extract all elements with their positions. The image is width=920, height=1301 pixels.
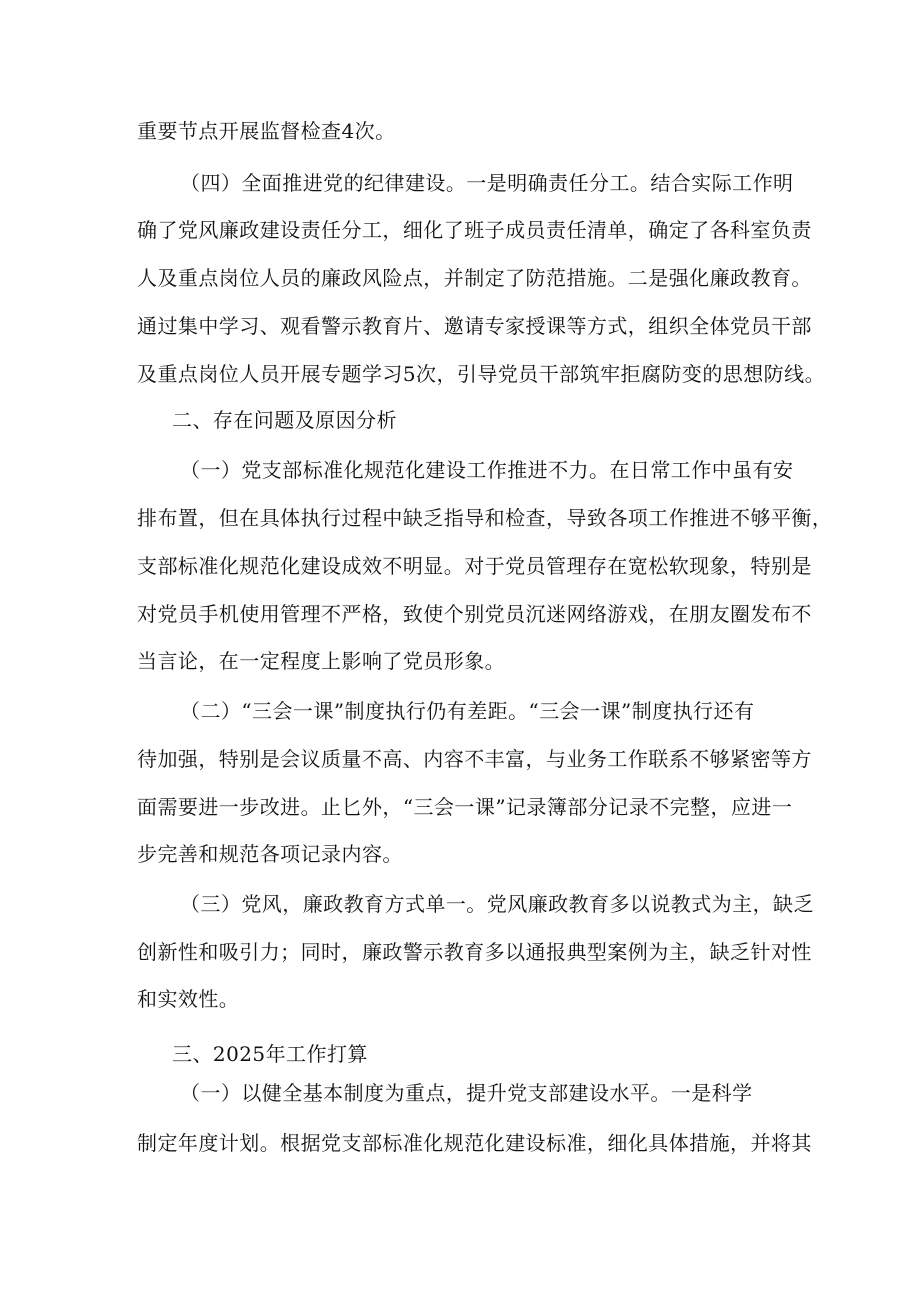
paragraph-line: （二）“三会一课”制度执行仍有差距。“三会一课”制度执行还有: [180, 699, 755, 723]
paragraph-line: （四）全面推进党的纪律建设。一是明确责任分工。结合实际工作明: [180, 171, 794, 195]
paragraph-line: 通过集中学习、观看警示教育片、邀请专家授课等方式，组织全体党员干部: [137, 314, 812, 338]
paragraph-line: 确了党风廉政建设责任分工，细化了班子成员责任清单，确定了各科室负责: [137, 218, 812, 242]
paragraph-line: 步完善和规范各项记录内容。: [137, 842, 403, 866]
paragraph-line: 制定年度计划。根据党支部标准化规范化建设标准，细化具体措施，并将其: [137, 1131, 812, 1155]
paragraph-line: 对党员手机使用管理不严格，致使个别党员沉迷网络游戏，在朋友圈发布不: [137, 602, 812, 626]
paragraph-line: 创新性和吸引力；同时，廉政警示教育多以通报典型案例为主，缺乏针对性: [137, 940, 812, 964]
paragraph-line: （三）党风，廉政教育方式单一。党风廉政教育多以说教式为主，缺乏: [180, 892, 814, 916]
paragraph-line: 支部标准化规范化建设成效不明显。对于党员管理存在宽松软现象，特别是: [137, 554, 812, 578]
paragraph-line: 面需要进一步改进。止匕外，“三会一课”记录簿部分记录不完整，应进一: [137, 795, 793, 819]
paragraph-line: 待加强，特别是会议质量不高、内容不丰富，与业务工作联系不够紧密等方: [137, 747, 812, 771]
paragraph-line: （一）党支部标准化规范化建设工作推进不力。在日常工作中虽有安: [180, 458, 794, 482]
section-heading: 二、存在问题及原因分析: [172, 408, 397, 432]
paragraph-line: 和实效性。: [137, 987, 240, 1011]
paragraph-line: 人及重点岗位人员的廉政风险点，并制定了防范措施。二是强化廉政教育。: [137, 266, 812, 290]
paragraph-line: 及重点岗位人员开展专题学习5次，引导党员干部筑牢拒腐防变的思想防线。: [137, 362, 826, 386]
paragraph-line: （一）以健全基本制度为重点，提升党支部建设水平。一是科学: [180, 1081, 753, 1105]
paragraph-line: 重要节点开展监督检查4次。: [137, 119, 396, 143]
section-heading: 三、2025年工作打算: [172, 1042, 368, 1066]
paragraph-line: 排布置，但在具体执行过程中缺乏指导和检查，导致各项工作推进不够平衡，: [137, 506, 833, 530]
paragraph-line: 当言论，在一定程度上影响了党员形象。: [137, 649, 506, 673]
